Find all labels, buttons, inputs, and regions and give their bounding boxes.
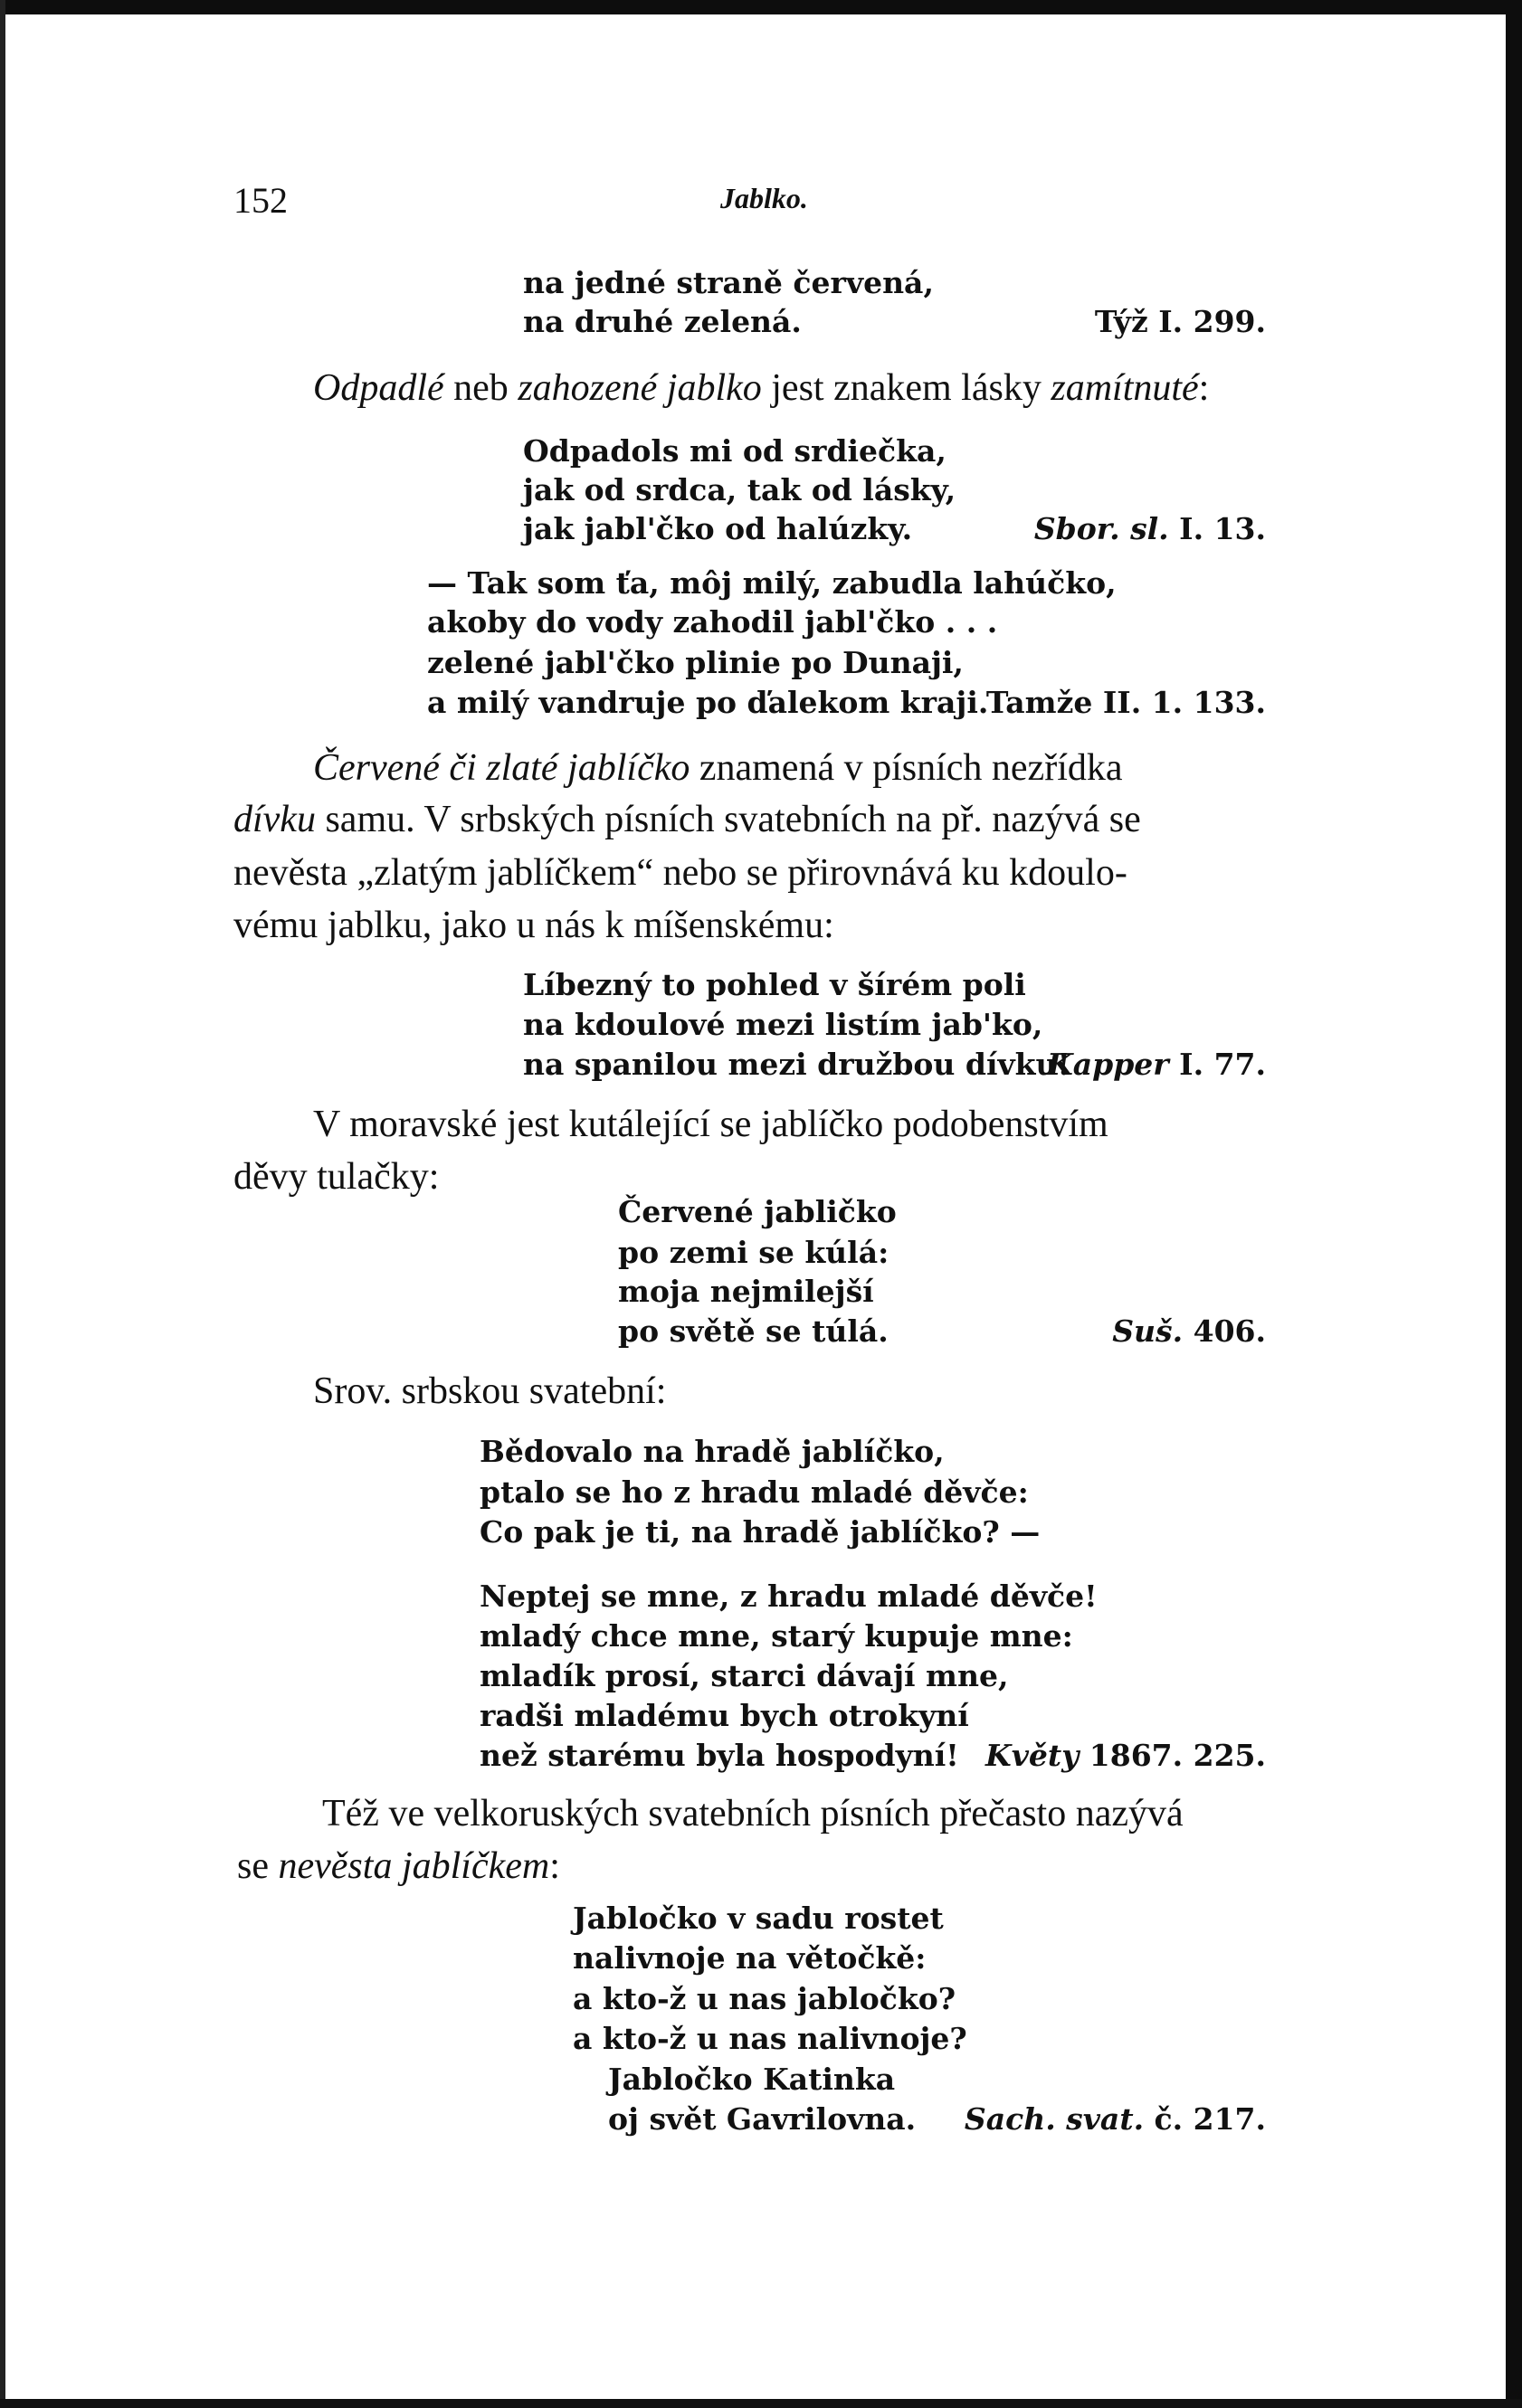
emphasis: zahozené jablko [518, 367, 762, 409]
verse-line: oj svět Gavrilovna. [608, 2101, 917, 2137]
running-title: Jablko. [720, 182, 808, 214]
emphasis: dívku [233, 799, 316, 840]
source-abbrev: Suš. [1112, 1313, 1184, 1349]
text-run: se [237, 1845, 279, 1887]
verse-line: zelené jabl'čko plinie po Dunaji, [427, 645, 964, 680]
source-citation: Týž I. 299. [1094, 304, 1266, 339]
source-citation [985, 1738, 1266, 1773]
emphasis: Odpadlé [313, 367, 444, 409]
source-abbrev: Sach. svat. [964, 2101, 1145, 2137]
verse-line: — Tak som ťa, môj milý, zabudla lahúčko, [427, 565, 1117, 601]
verse-line: Neptej se mne, z hradu mladé děvče! [480, 1578, 1098, 1614]
verse-line: Co pak je ti, na hradě jablíčko? — [480, 1514, 1041, 1550]
verse-line: radši mladému bych otrokyní [480, 1698, 969, 1733]
paragraph-line [313, 749, 1123, 787]
source-ref: I. 13. [1168, 511, 1266, 546]
verse-line: a kto-ž u nas jabločko? [573, 1981, 956, 2016]
source-abbrev: Kapper [1047, 1047, 1169, 1082]
text-run: jest znakem lásky [761, 367, 1051, 409]
emphasis: zamítnuté [1051, 367, 1199, 409]
source-abbrev: Květy [985, 1738, 1080, 1773]
source-citation [1047, 1047, 1266, 1082]
paragraph-line [237, 1847, 560, 1885]
verse-line: na spanilou mezi družbou dívku! [523, 1047, 1071, 1082]
paragraph-line: V moravské jest kutálející se jablíčko podobenstvím [313, 1104, 1108, 1145]
verse-line: jak od srdca, tak od lásky, [523, 472, 956, 507]
emphasis: nevěsta jablíčkem [278, 1845, 550, 1887]
source-abbrev: Sbor. sl. [1033, 511, 1169, 546]
source-citation [964, 2101, 1266, 2137]
scan-edge-right [1506, 0, 1522, 2408]
source-ref: I. 77. [1168, 1047, 1266, 1082]
scan-edge-top [0, 0, 1522, 14]
verse-line: na jedné straně červená, [523, 265, 934, 300]
verse-line: Bědovalo na hradě jablíčko, [480, 1434, 945, 1469]
paragraph-line [313, 369, 1209, 407]
source-ref: 1867. 225. [1079, 1738, 1266, 1773]
text-run: : [1198, 367, 1210, 409]
verse-line: akoby do vody zahodil jabl'čko . . . [427, 604, 998, 640]
paragraph-line: vému jablku, jako u nás k míšenskému: [233, 905, 834, 946]
source-ref: 406. [1183, 1313, 1266, 1349]
source-citation [1033, 511, 1266, 546]
text-run: samu. V srbských písních svatebních na př. nazývá se [315, 799, 1141, 840]
verse-line: Odpadols mi od srdiečka, [523, 433, 946, 469]
verse-line: nalivnoje na větočkě: [573, 1940, 927, 1976]
verse-line: na kdoulové mezi listím jab'ko, [523, 1007, 1043, 1042]
verse-line: a kto-ž u nas nalivnoje? [573, 2021, 967, 2056]
scan-edge-bottom [0, 2399, 1522, 2408]
verse-line: na druhé zelená. [523, 304, 802, 339]
verse-line: Červené jabličko [618, 1194, 897, 1229]
verse-line: mladý chce mne, starý kupuje mne: [480, 1618, 1073, 1654]
verse-line: jak jabl'čko od halúzky. [523, 511, 913, 546]
verse-line: ptalo se ho z hradu mladé děvče: [480, 1474, 1029, 1510]
source-ref: č. 217. [1144, 2101, 1266, 2137]
verse-line: moja nejmilejší [618, 1274, 874, 1309]
text-run: : [549, 1845, 560, 1887]
source-citation [1112, 1313, 1266, 1349]
emphasis: Červené či zlaté jablíčko [313, 747, 690, 789]
text-run: znamená v písních nezřídka [690, 747, 1123, 789]
paragraph-line: nevěsta „zlatým jablíčkem“ nebo se přirovnává ku kdoulo- [233, 852, 1127, 894]
paragraph-line: děvy tulačky: [233, 1156, 440, 1198]
text-run: neb [443, 367, 518, 409]
verse-line: po světě se túlá. [618, 1313, 889, 1349]
verse-line: Jabločko v sadu rostet [573, 1901, 944, 1936]
paragraph-line: Srov. srbskou svatební: [313, 1370, 667, 1412]
verse-line: Líbezný to pohled v šírém poli [523, 967, 1026, 1002]
page-number: 152 [233, 180, 288, 221]
verse-line: a milý vandruje po ďalekom kraji. [427, 685, 989, 720]
paragraph-line [233, 801, 1141, 839]
source-citation: Tamže II. 1. 133. [985, 685, 1266, 720]
paragraph-line: Též ve velkoruských svatebních písních přečasto nazývá [322, 1793, 1184, 1834]
verse-line: mladík prosí, starci dávají mne, [480, 1658, 1009, 1693]
verse-line: Jabločko Katinka [608, 2062, 896, 2097]
verse-line: po zemi se kúlá: [618, 1235, 889, 1270]
scan-edge-left [0, 0, 5, 2408]
verse-line: než starému byla hospodyní! [480, 1738, 959, 1773]
